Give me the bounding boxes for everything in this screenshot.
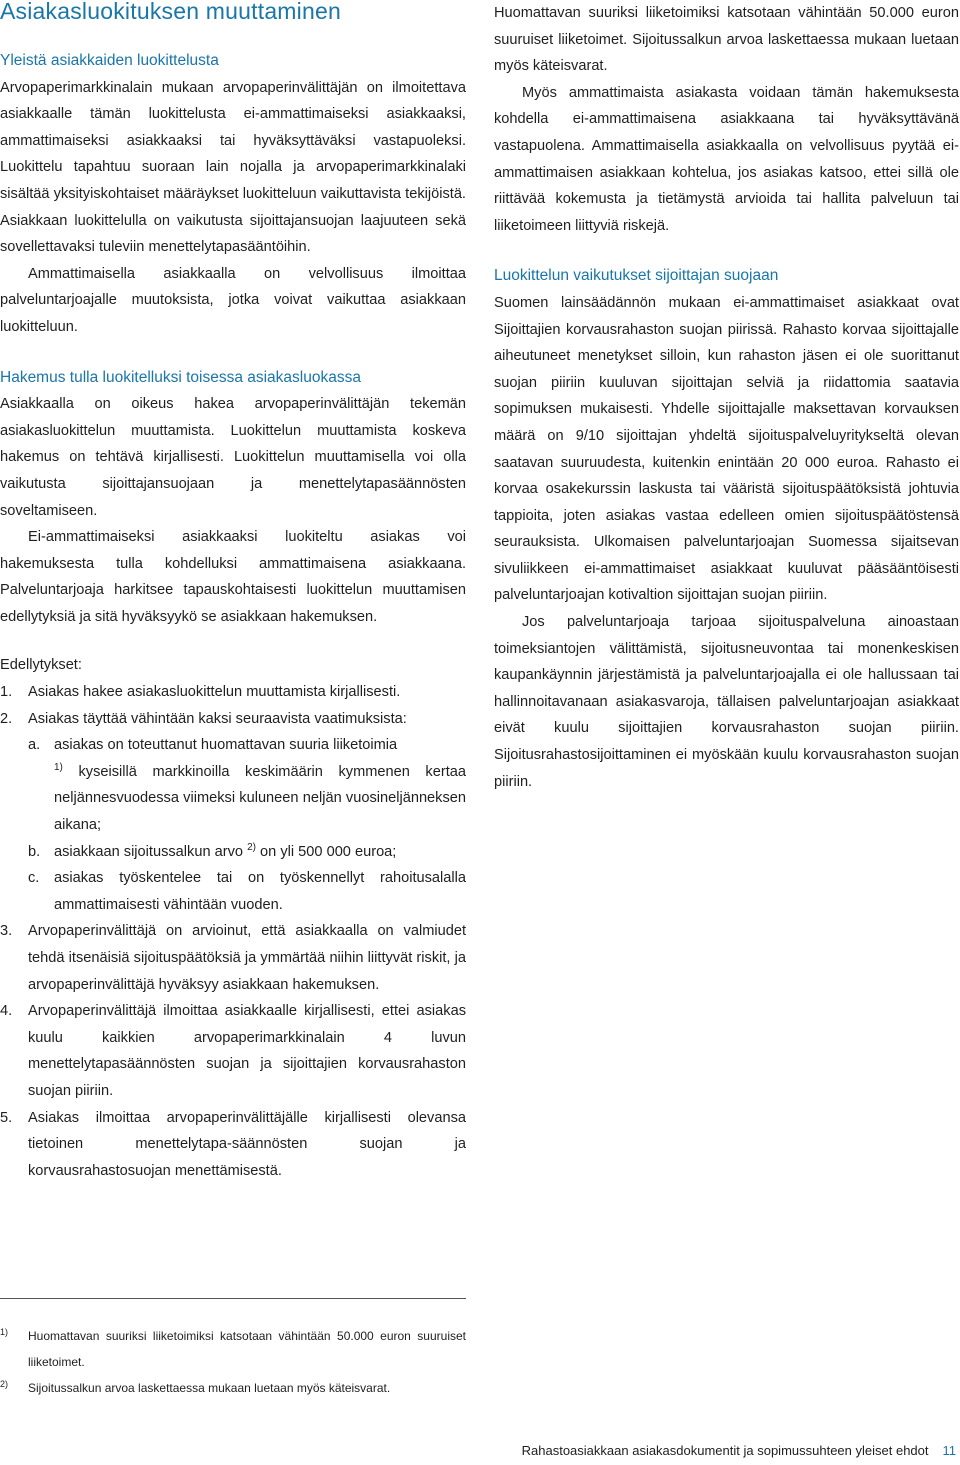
- list-item-text: Arvopaperinvälittäjä on arvioinut, että asiakkaalla on valmiudet tehdä itsenäisiä sijoituspäätöksiä ja ymmärtää niihin liittyvät riskit, ja arvopaperinvälittäjä hyväksyy asiakkaan hakemuksen.: [28, 923, 466, 993]
- sub-item-text: kyseisillä markkinoilla keskimäärin kymmenen kertaa neljännesvuodessa viimeksi kuluneen neljän vuosineljänneksen aikana;: [54, 763, 466, 834]
- sub-list-item: [0, 732, 466, 838]
- paragraph: Ammattimaisella asiakkaalla on velvollisuus ilmoittaa palveluntarjoajalle muutoksista, jotka voivat vaikuttaa asiakkaan luokitteluun.: [0, 265, 466, 335]
- requirements-list: [0, 679, 466, 1184]
- footnote-text: Sijoitussalkun arvoa laskettaessa mukaan luetaan myös käteisvarat.: [28, 1381, 391, 1395]
- page-title: Asiakasluokituksen muuttaminen: [0, 0, 341, 24]
- footnote: [0, 1323, 466, 1375]
- list-number: 5.: [0, 1109, 13, 1126]
- paragraph: Arvopaperimarkkinalain mukaan arvopaperinvälittäjän on ilmoitettava asiakkaalle tämän luokittelusta ei-ammattimaiseksi asiakkaaksi, ammattimaiseksi asiakkaaksi tai hyväksyttäväksi vastapuoleksi. Luokittelu tapahtuu suoraan lain nojalla ja arvopaperimarkkinalaki sisältää yksityiskohtaiset määräykset luokitteluun vaikuttavista tekijöistä. Asiakkaan luokittelulla on vaikutusta sijoittajansuojan laajuuteen sekä sovellettavaksi tuleviin menettelytapasääntöihin.: [0, 79, 466, 256]
- list-item: [0, 679, 466, 706]
- section-heading-general: Yleistä asiakkaiden luokittelusta: [0, 52, 219, 69]
- footer-text: Rahastoasiakkaan asiakasdokumentit ja sopimussuhteen yleiset ehdot: [521, 1443, 929, 1458]
- list-item-text: Arvopaperinvälittäjä ilmoittaa asiakkaalle kirjallisesti, ettei asiakas kuulu kaikkien arvopaperimarkkinalain 4 luvun menettelytapasäännösten suojan ja sijoittajien korvausrahaston suojan piiriin.: [28, 1003, 466, 1099]
- list-number: 4.: [0, 1003, 13, 1020]
- list-item: [0, 918, 466, 998]
- page-footer: [522, 1443, 956, 1458]
- paragraph: Suomen lainsäädännön mukaan ei-ammattimaiset asiakkaat ovat Sijoittajien korvausrahaston suojan piirissä. Rahasto korvaa sijoittajalle aiheutuneet menetykset silloin, kun rahaston jäsen ei ole suorittanut suojan piiriin kuuluvan sijoittajan selviä ja riidattomia saatavia sopimuksen mukaisesti. Yhdelle sijoittajalle maksettavan korvauksen määrä on 9/10 sijoittajan yhdeltä sijoituspalveluyritykseltä olevan saatavan suuruudesta, kuitenkin enintään 20 000 euroa. Rahasto ei korvaa osakekurssin laskusta tai vääristä sijoituspäätöksistä johtuvia tappioita, joten asiakas vastaa edelleen omien sijoituspäätöstensä seurauksista. Ulkomaisen palveluntarjoajan Suomessa sijaitsevan sivuliikkeen ei-ammattimaiset asiakkaat kuuluvat pääsääntöisesti palveluntarjoajan kotivaltion sijoittajan suojan piiriin.: [494, 294, 959, 604]
- sub-list: [28, 732, 466, 918]
- footnote-mark: 2): [0, 1379, 9, 1389]
- paragraph: Jos palveluntarjoaja tarjoaa sijoituspalveluna ainoastaan toimeksiantojen välittämistä, sijoitusneuvontaa tai monenkeskisen kaupankäynnin järjestämistä ja palveluntarjoajalla ei ole hallussaan tai hallinnoitavanaan asiakasvaroja, tällaisen palveluntarjoajan asiakkaat eivät kuulu sijoittajien korvausrahaston suojan piiriin. Sijoitusrahastosijoittaminen ei myöskään kuulu korvausrahaston suojan piiriin.: [494, 614, 959, 790]
- sub-item-text: asiakkaan sijoitussalkun arvo: [54, 843, 244, 860]
- list-item: [0, 1105, 466, 1185]
- sub-list-item: [0, 865, 466, 918]
- list-number: 1.: [0, 684, 13, 701]
- list-item-text: Asiakas täyttää vähintään kaksi seuraavista vaatimuksista:: [28, 710, 407, 727]
- footnotes: [0, 1323, 466, 1401]
- sub-list-letter: c.: [28, 870, 40, 887]
- footnote-ref: 1): [54, 761, 63, 773]
- list-number: 3.: [0, 923, 13, 940]
- footnote-ref: 2): [247, 841, 256, 853]
- left-column: [0, 48, 466, 1184]
- list-number: 2.: [0, 710, 13, 727]
- footnote-text: Huomattavan suuriksi liiketoimiksi katsotaan vähintään 50.000 euron suuruiset liiketoimet.: [28, 1329, 466, 1369]
- list-item-text: Asiakas hakee asiakasluokittelun muuttamista kirjallisesti.: [28, 684, 401, 701]
- list-item: [0, 706, 466, 919]
- footnote-mark: 1): [0, 1327, 9, 1337]
- paragraph: Ei-ammattimaiseksi asiakkaaksi luokiteltu asiakas voi hakemuksesta tulla kohdelluksi ammattimaisena asiakkaana. Palveluntarjoaja harkitsee tapauskohtaisesti luokittelun muuttamisen edellytyksiä ja sitä hyväksyykö se asiakkaan hakemuksen.: [0, 529, 466, 625]
- paragraph: Asiakkaalla on oikeus hakea arvopaperinvälittäjän tekemän asiakasluokittelun muuttamista. Luokittelun muuttamista koskeva hakemus on tehtävä kirjallisesti. Luokittelun muuttamisella voi olla vaikutusta sijoittajansuojaan ja menettelytapasäännösten soveltamiseen.: [0, 396, 466, 519]
- requirements-title: Edellytykset:: [0, 657, 82, 674]
- section-heading-investor-protection: Luokittelun vaikutukset sijoittajan suojaan: [494, 267, 779, 285]
- footnote-divider: [0, 1298, 466, 1299]
- sub-item-text: asiakas työskentelee tai on työskennellyt rahoitusalalla ammattimaisesti vähintään vuoden.: [54, 870, 466, 913]
- page-number: 11: [942, 1443, 956, 1458]
- sub-item-text: on yli 500 000 euroa;: [260, 843, 397, 860]
- paragraph: Huomattavan suuriksi liiketoimiksi katsotaan vähintään 50.000 euron suuruiset liiketoimet. Sijoitussalkun arvoa laskettaessa mukaan luetaan myös käteisvarat.: [494, 5, 959, 75]
- list-item: [0, 998, 466, 1104]
- sub-list-letter: a.: [28, 737, 41, 754]
- paragraph: Myös ammattimaista asiakasta voidaan tämän hakemuksesta kohdella ei-ammattimaisena asiakkaana tai hyväksyttävänä vastapuolena. Ammattimaisella asiakkaalla on velvollisuus pyytää ei-ammattimaisen asiakkaan kohtelua, jos asiakas katsoo, ettei sillä ole riittävää kokemusta ja tietämystä arvioida tai hallita palveluun tai liiketoimeen liittyviä riskejä.: [494, 84, 959, 234]
- sub-item-text: asiakas on toteuttanut huomattavan suuria liiketoimia: [54, 737, 398, 754]
- right-column: [494, 0, 959, 795]
- sub-list-item: [0, 839, 466, 866]
- section-heading-application: Hakemus tulla luokitelluksi toisessa asiakasluokassa: [0, 368, 361, 386]
- sub-list-letter: b.: [28, 843, 41, 860]
- footnote: [0, 1375, 466, 1401]
- list-item-text: Asiakas ilmoittaa arvopaperinvälittäjälle kirjallisesti olevansa tietoinen menettelytapa-säännösten suojan ja korvausrahastosuojan menettämisestä.: [28, 1109, 466, 1179]
